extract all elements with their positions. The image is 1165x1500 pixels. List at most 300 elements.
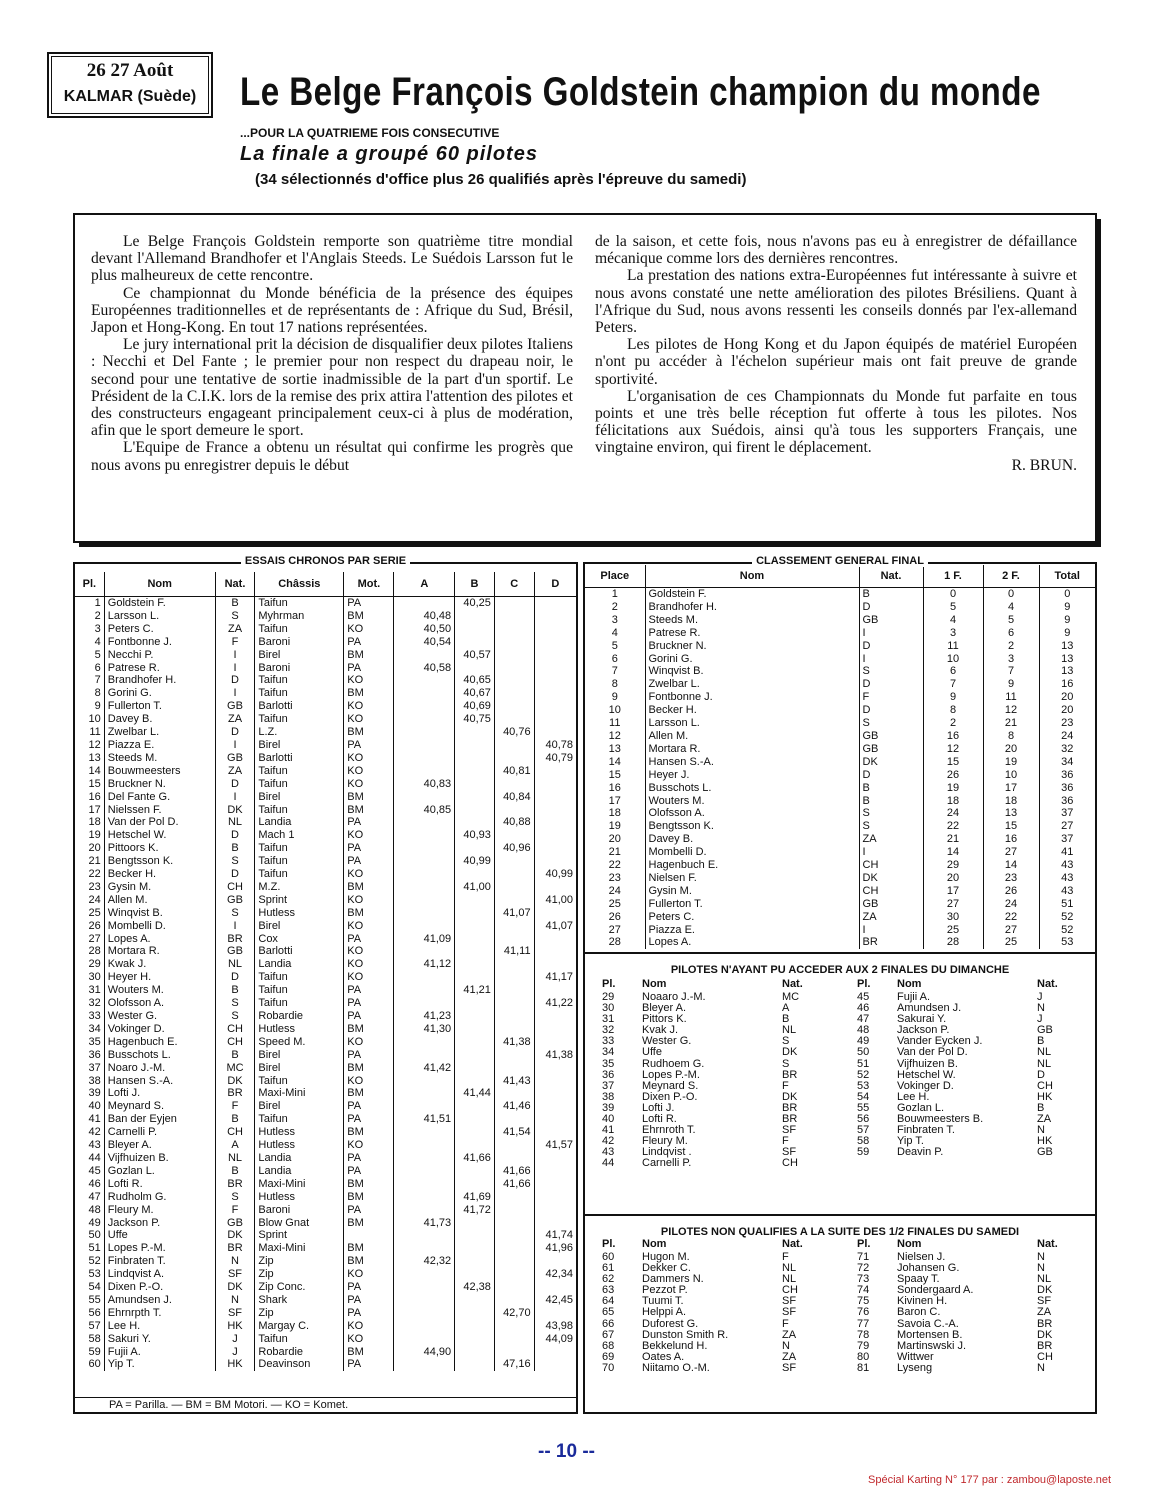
table-cell: ZA — [215, 765, 255, 778]
table-cell: GB — [215, 1217, 255, 1230]
table-row — [75, 636, 576, 649]
table-cell: 79 — [857, 1339, 870, 1352]
table-cell: ZA — [859, 833, 923, 846]
table-row — [585, 756, 1095, 769]
table-cell: 40,96 — [494, 842, 534, 855]
column-header: Total — [1039, 565, 1095, 588]
table-cell: 78 — [857, 1328, 870, 1341]
table-cell — [394, 1036, 455, 1049]
table-row — [75, 1152, 576, 1165]
table-cell: Van der Pol D. — [897, 1046, 968, 1059]
table-cell — [394, 1139, 455, 1152]
table-cell: F — [215, 1204, 255, 1217]
table-cell: 41,74 — [534, 1229, 576, 1242]
table-cell: Fleury M. — [642, 1135, 688, 1148]
table-cell: 29 — [88, 958, 101, 971]
table-cell: Spaay T. — [897, 1273, 940, 1286]
table-cell — [534, 829, 576, 842]
table-cell — [494, 1049, 534, 1062]
page-title: Le Belge François Goldstein champion du monde — [240, 70, 1041, 114]
table-cell: 42,34 — [534, 1268, 576, 1281]
table-row — [75, 1049, 576, 1062]
table-cell: 40 — [88, 1100, 101, 1113]
table-cell — [534, 984, 576, 997]
table-cell: 41 — [88, 1113, 101, 1126]
table-cell: 21 — [88, 855, 101, 868]
table-cell: 76 — [857, 1306, 870, 1319]
table-cell: Amundsen J. — [897, 1002, 962, 1015]
table-cell: 22 — [608, 859, 621, 872]
date-box — [47, 52, 213, 118]
table-cell: Vander Eycken J. — [897, 1035, 983, 1048]
table-cell: Gysin M. — [104, 881, 215, 894]
table-cell: HK — [215, 1320, 255, 1333]
table-cell: Finbraten T. — [104, 1255, 215, 1268]
table-cell: Steeds M. — [645, 614, 859, 627]
table-cell: Bouwmeesters — [104, 765, 215, 778]
table-cell: 27 — [983, 846, 1039, 859]
table-cell — [534, 726, 576, 739]
table-row — [585, 795, 1095, 808]
table-cell: Kivinen H. — [897, 1295, 948, 1308]
table-cell: 10 — [983, 769, 1039, 782]
table-row — [585, 936, 1095, 949]
table-cell: I — [215, 662, 255, 675]
table-cell: 14 — [608, 755, 621, 768]
table-cell — [455, 1100, 495, 1113]
table-cell — [494, 868, 534, 881]
table-cell — [494, 1191, 534, 1204]
classement-panel — [583, 555, 1097, 954]
table-cell: BR — [215, 933, 255, 946]
table-cell: 60 — [88, 1358, 101, 1371]
table-cell: 41,96 — [534, 1242, 576, 1255]
table-row — [75, 1126, 576, 1139]
table-cell: 44 — [88, 1151, 101, 1164]
table-cell: Uffe — [642, 1046, 662, 1059]
table-cell: 36 — [602, 1068, 615, 1081]
table-cell: 33 — [602, 1035, 615, 1048]
table-cell — [455, 804, 495, 817]
table-cell: NL — [215, 1152, 255, 1165]
table-cell: NL — [782, 1262, 797, 1275]
table-cell: 19 — [983, 756, 1039, 769]
table-cell: Olofsson A. — [645, 807, 859, 820]
table-cell — [455, 1178, 495, 1191]
table-cell: GB — [215, 894, 255, 907]
table-cell — [394, 791, 455, 804]
table-cell: J — [1037, 991, 1043, 1003]
table-cell — [494, 636, 534, 649]
table-row — [585, 691, 1095, 704]
table-cell: Martinswski J. — [897, 1339, 967, 1352]
table-cell — [494, 1204, 534, 1217]
table-cell: 63 — [602, 1284, 615, 1297]
table-cell — [534, 945, 576, 958]
table-cell: 43,98 — [534, 1320, 576, 1333]
table-cell: Taifun — [255, 1113, 344, 1126]
table-cell: NL — [1037, 1046, 1052, 1059]
table-row — [75, 739, 576, 752]
table-cell: 43 — [1039, 859, 1095, 872]
table-cell: MC — [782, 991, 800, 1003]
table-cell — [534, 1100, 576, 1113]
table-cell: 58 — [88, 1332, 101, 1345]
table-cell — [494, 662, 534, 675]
table-cell: 17 — [88, 803, 101, 816]
table-cell: 10 — [608, 704, 621, 717]
column-header: Pl. — [75, 572, 104, 597]
table-cell: 47 — [857, 1013, 870, 1026]
table-cell — [494, 778, 534, 791]
table-cell — [394, 765, 455, 778]
column-header: A — [394, 572, 455, 597]
table-cell: N — [1037, 1251, 1045, 1263]
table-cell — [494, 1139, 534, 1152]
table-cell: 40,65 — [455, 674, 495, 687]
table-cell: 4 — [983, 601, 1039, 614]
table-cell: Taifun — [255, 765, 344, 778]
table-cell: 8 — [923, 704, 983, 717]
table-cell: KO — [344, 1320, 394, 1333]
table-cell: 44,09 — [534, 1333, 576, 1346]
table-cell: F — [859, 691, 923, 704]
table-cell: Mombelli D. — [645, 846, 859, 859]
table-cell: 38 — [602, 1090, 615, 1103]
table-cell: BR — [782, 1068, 798, 1081]
table-cell: CH — [859, 859, 923, 872]
table-cell: 41 — [602, 1124, 615, 1137]
table-cell: 32 — [1039, 743, 1095, 756]
column-header: Nat. — [859, 565, 923, 588]
table-cell: BM — [344, 1191, 394, 1204]
table-row — [75, 662, 576, 675]
table-cell — [534, 1126, 576, 1139]
table-cell: 26 — [608, 910, 621, 923]
table-cell: BM — [344, 1126, 394, 1139]
table-cell: Bruckner N. — [104, 778, 215, 791]
table-cell: PA — [344, 984, 394, 997]
table-cell: 17 — [983, 782, 1039, 795]
column-header: Châssis — [255, 572, 344, 597]
table-cell: 77 — [857, 1317, 870, 1330]
table-cell: 27 — [983, 924, 1039, 937]
table-cell: 52 — [1039, 924, 1095, 937]
table-cell: J — [215, 1346, 255, 1359]
table-cell: Wester G. — [104, 1010, 215, 1023]
table-cell: Duforest G. — [642, 1317, 699, 1330]
table-cell: CH — [215, 1036, 255, 1049]
table-cell: Fullerton T. — [645, 898, 859, 911]
table-cell: HK — [1037, 1090, 1053, 1103]
table-cell: Winqvist B. — [645, 665, 859, 678]
table-cell: 40,25 — [455, 597, 495, 610]
table-cell: 32 — [602, 1024, 615, 1037]
table-cell: 9 — [611, 691, 618, 704]
table-cell: KO — [344, 829, 394, 842]
table-cell: NL — [1037, 1057, 1052, 1070]
table-cell: 20 — [1039, 704, 1095, 717]
table-cell: 5 — [983, 614, 1039, 627]
table-cell: KO — [344, 700, 394, 713]
table-cell: 21 — [608, 846, 621, 859]
table-cell: DK — [215, 1229, 255, 1242]
table-cell: Carnelli P. — [104, 1126, 215, 1139]
table-cell: 42,32 — [394, 1255, 455, 1268]
table-cell: 8 — [611, 678, 618, 691]
table-row — [75, 894, 576, 907]
table-cell: 41,00 — [534, 894, 576, 907]
table-cell — [534, 1307, 576, 1320]
table-cell: D — [215, 778, 255, 791]
table-cell — [534, 765, 576, 778]
table-cell: 13 — [983, 807, 1039, 820]
table-cell — [455, 765, 495, 778]
table-cell: 55 — [857, 1101, 870, 1114]
table-cell: 69 — [602, 1350, 615, 1363]
table-cell: 6 — [611, 652, 618, 665]
table-cell: 12 — [608, 729, 621, 742]
table-cell: 46 — [857, 1002, 870, 1015]
table-cell: 45 — [88, 1164, 101, 1177]
table-cell: 4 — [611, 626, 618, 639]
table-cell: Piazza E. — [645, 924, 859, 937]
table-cell: 53 — [857, 1079, 870, 1092]
table-cell: D — [215, 829, 255, 842]
table-cell: Yip T. — [897, 1135, 924, 1148]
table-cell: Busschots L. — [104, 1049, 215, 1062]
table-cell: Barlotti — [255, 700, 344, 713]
table-row — [75, 1100, 576, 1113]
table-cell — [455, 1255, 495, 1268]
table-cell: 20 — [983, 743, 1039, 756]
table-cell — [394, 816, 455, 829]
table-cell: 9 — [1039, 627, 1095, 640]
table-cell: 15 — [88, 777, 101, 790]
table-cell: 13 — [1039, 640, 1095, 653]
table-cell: Baroni — [255, 1204, 344, 1217]
table-cell: 42,45 — [534, 1294, 576, 1307]
table-cell: Blow Gnat — [255, 1217, 344, 1230]
table-cell: Lopes P.-M. — [642, 1068, 700, 1081]
table-cell: Hagenbuch E. — [104, 1036, 215, 1049]
table-cell — [455, 1346, 495, 1359]
table-cell: S — [859, 717, 923, 730]
table-row — [75, 1229, 576, 1242]
table-cell: B — [859, 795, 923, 808]
table-cell: BM — [344, 804, 394, 817]
table-cell — [534, 855, 576, 868]
table-row — [585, 782, 1095, 795]
table-cell: 9 — [923, 691, 983, 704]
table-cell: N — [1037, 1262, 1045, 1275]
table-row — [75, 597, 576, 610]
table-cell: CH — [215, 1126, 255, 1139]
table-cell: 33 — [88, 1010, 101, 1022]
table-cell: Jackson P. — [897, 1024, 950, 1037]
table-cell: Sakurai Y. — [897, 1013, 947, 1026]
table-cell — [534, 958, 576, 971]
table-cell: 3 — [611, 613, 618, 626]
table-cell: KO — [344, 1139, 394, 1152]
table-cell — [494, 1242, 534, 1255]
table-cell — [494, 1346, 534, 1359]
table-row — [75, 971, 576, 984]
table-row — [75, 1255, 576, 1268]
table-cell: 12 — [923, 743, 983, 756]
table-cell: Sprint — [255, 1229, 344, 1242]
essais-title: ESSAIS CHRONOS PAR SERIE — [75, 555, 576, 567]
table-cell: 3 — [983, 653, 1039, 666]
table-cell: Del Fante G. — [104, 791, 215, 804]
table-cell: D — [1037, 1068, 1045, 1081]
table-cell — [455, 1139, 495, 1152]
table-cell: PA — [344, 933, 394, 946]
table-row — [599, 1036, 1089, 1047]
table-cell: B — [215, 1165, 255, 1178]
table-cell — [534, 1178, 576, 1191]
table-cell: 40,57 — [455, 649, 495, 662]
table-cell: Meynard S. — [104, 1100, 215, 1113]
table-cell — [534, 1346, 576, 1359]
table-cell: 31 — [602, 1013, 615, 1026]
table-cell: Olofsson A. — [104, 997, 215, 1010]
table-cell: BM — [344, 1242, 394, 1255]
table-cell: Becker H. — [104, 868, 215, 881]
column-header: Nom — [645, 565, 859, 588]
table-cell: 49 — [88, 1216, 101, 1229]
table-cell — [394, 674, 455, 687]
table-cell: 44,90 — [394, 1346, 455, 1359]
table-cell — [534, 1075, 576, 1088]
table-cell: I — [859, 924, 923, 937]
table-cell: Bleyer A. — [642, 1002, 687, 1015]
table-cell — [394, 1229, 455, 1242]
table-cell — [534, 1010, 576, 1023]
table-cell: 47,16 — [494, 1358, 534, 1371]
table-cell: Peters C. — [104, 623, 215, 636]
table-row — [599, 1319, 1089, 1330]
table-cell: 11 — [923, 640, 983, 653]
table-cell: Taifun — [255, 868, 344, 881]
table-cell: BM — [344, 1023, 394, 1036]
table-cell — [534, 700, 576, 713]
table-cell: KO — [344, 868, 394, 881]
table-cell — [455, 816, 495, 829]
signature: R. BRUN. — [1011, 456, 1077, 474]
table-cell — [455, 894, 495, 907]
table-cell — [494, 984, 534, 997]
table-cell: 58 — [857, 1135, 870, 1148]
table-cell — [394, 1204, 455, 1217]
column-header: Nat. — [782, 978, 803, 991]
table-cell: NL — [782, 1024, 797, 1037]
table-cell: 62 — [602, 1273, 615, 1286]
table-cell: 61 — [602, 1262, 615, 1275]
table-cell — [534, 842, 576, 855]
table-cell: BM — [344, 791, 394, 804]
table-cell: L.Z. — [255, 726, 344, 739]
table-row — [585, 588, 1095, 601]
table-cell — [494, 1217, 534, 1230]
table-cell — [494, 1087, 534, 1100]
paragraph: La prestation des nations extra-Européennes fut intéressante à suivre et nous avons constaté une nette amélioration des pilotes Brésiliens. Quant à l'Afrique du Sud, nous avons ressenti les conseils donnés par l'ex-allemand Peters. — [595, 267, 1077, 337]
table-cell: PA — [344, 739, 394, 752]
table-cell: 7 — [94, 674, 101, 687]
table-cell: 59 — [88, 1345, 101, 1358]
samedi-table — [599, 1238, 1089, 1374]
table-cell: Hansen S.-A. — [645, 756, 859, 769]
table-cell: 35 — [88, 1035, 101, 1048]
table-cell: BM — [344, 1217, 394, 1230]
table-row — [75, 1281, 576, 1294]
table-cell: KO — [344, 1268, 394, 1281]
table-cell: 43 — [602, 1146, 615, 1159]
table-cell — [534, 1358, 576, 1371]
table-cell — [455, 842, 495, 855]
table-row — [75, 1139, 576, 1152]
table-cell — [394, 894, 455, 907]
table-cell: GB — [859, 898, 923, 911]
table-row — [75, 1333, 576, 1346]
table-cell: 48 — [857, 1024, 870, 1037]
column-header: D — [534, 572, 576, 597]
table-cell: 41,44 — [455, 1087, 495, 1100]
table-cell — [455, 907, 495, 920]
essais-panel — [73, 555, 578, 1414]
table-cell: 52 — [1039, 911, 1095, 924]
table-cell: DK — [859, 872, 923, 885]
table-cell: 3 — [94, 622, 101, 635]
table-cell: A — [215, 1139, 255, 1152]
table-cell: DK — [1037, 1284, 1053, 1297]
table-cell: Taifun — [255, 674, 344, 687]
table-cell: ZA — [782, 1328, 797, 1341]
table-cell: Hagenbuch E. — [645, 859, 859, 872]
table-cell: Peters C. — [645, 911, 859, 924]
table-cell: 1 — [611, 588, 618, 600]
table-cell: Hutless — [255, 1191, 344, 1204]
table-cell: 40 — [602, 1113, 615, 1126]
table-cell — [394, 1281, 455, 1294]
table-cell: 9 — [1039, 614, 1095, 627]
table-cell: 27 — [1039, 820, 1095, 833]
table-cell — [394, 971, 455, 984]
table-cell: B — [215, 984, 255, 997]
paragraph: Le jury international prit la décision de disqualifier deux pilotes Italiens : Necchi et Del Fante ; le premier pour non respect du drapeau noir, le second pour une tentative de sortie inadmissible de la part d'un sportif. Le Président de la C.I.K. lors de la remise des prix attira l'attention des pilotes et des constructeurs engageant principalement ceux-ci à plus de modération, afin que le sport demeure le sport. — [91, 336, 573, 440]
table-cell — [494, 739, 534, 752]
table-cell: 41,09 — [394, 933, 455, 946]
table-cell: 16 — [923, 730, 983, 743]
table-cell: Zip — [255, 1268, 344, 1281]
table-cell: 22 — [923, 820, 983, 833]
table-cell: S — [215, 907, 255, 920]
table-row — [75, 1075, 576, 1088]
table-cell: KO — [344, 1036, 394, 1049]
table-cell: 41,73 — [394, 1217, 455, 1230]
subtitle-1: ...POUR LA QUATRIEME FOIS CONSECUTIVE — [240, 126, 500, 140]
table-cell — [534, 804, 576, 817]
table-cell — [394, 1152, 455, 1165]
table-cell — [494, 713, 534, 726]
table-cell: 25 — [88, 906, 101, 919]
table-cell: PA — [344, 1358, 394, 1371]
table-cell: KO — [344, 1075, 394, 1088]
table-cell: 66 — [602, 1317, 615, 1330]
table-cell: Hugon M. — [642, 1251, 690, 1263]
dimanche-panel — [583, 954, 1097, 1216]
table-cell: 15 — [923, 756, 983, 769]
